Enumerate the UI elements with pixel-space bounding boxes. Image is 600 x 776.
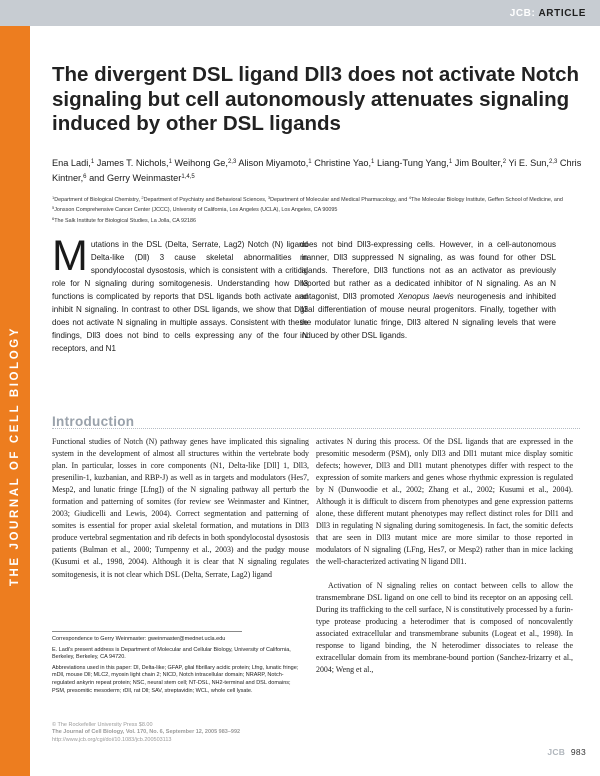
journal-abbrev: JCB: (509, 8, 536, 19)
affiliations (52, 194, 582, 225)
doi-link[interactable]: http://www.jcb.org/cgi/doi/10.1083/jcb.200503113 (52, 736, 172, 743)
author: and Gerry Weinmaster$^{1,4,5}$ (89, 173, 195, 183)
page-number: 983 (570, 747, 586, 757)
affiliation-salk: $^6$The Salk Institute for Biological Studies, La Jolla, CA 92186 (52, 215, 196, 224)
abbreviations-note: Abbreviations used in this paper: Dl, Delta-like; GFAP, glial fibrillary acidic protein; Lfng, lunatic fringe; mDll, mouse Dll; MLC2, myosin light chain 2; NICD, Notch intracellular domain; NRARP, Notch-regulated ankyrin repeat protein; NSC, neural stem cell; NT-DSL, NH2-terminal and DSL domains; PSM, presomitic mesoderm; rDll, rat Dll; SAV, streptavidin; WCL, whole cell lysate. (52, 664, 299, 694)
affiliation-lines: $^1$Department of Biological Chemistry, $^2$Department of Psychiatry and Behavioral Sciences, $^3$Department of Molecular and Medical Pharmacology, and $^4$The Molecular Biology Institute, Geffen School of Medicine, and $^5$Jonsson Comprehensive Cancer Center (JCCC), University of California, Los Angeles (UCLA), Los Angeles, CA 90095 (52, 195, 563, 214)
author: Weihong Ge,$^{2,3}$ (174, 158, 237, 168)
section-heading-introduction: Introduction (52, 414, 135, 429)
copyright-block (52, 722, 302, 744)
footer-journal-abbrev: JCB (547, 747, 566, 757)
header-band (0, 0, 600, 26)
footnotes (52, 636, 302, 698)
abstract-text-left: utations in the DSL (Delta, Serrate, Lag2) Notch (N) ligand Delta-like (Dll) 3 cause skeletal abnormalities in spondylocostal dysostosis, which is consistent with a critical role for N signaling during somitogenesis. Understanding how Dll3 functions is complicated by reports that DSL ligands both activate and inhibit N signaling. In contrast to other DSL ligands, we show that Dll3 does not activate N signaling in multiple assays. Consistent with these findings, Dll3 does not bind to cells expressing any of the four N receptors, and N1 (52, 240, 308, 353)
body-paragraph: Functional studies of Notch (N) pathway genes have implicated this signaling system in the development of almost all structures within the vertebrate body plan. In particular, losses in core components (N1, Delta-like [Dll] 1, Dll3, presenilin-1, kuzbanian, and RBP-J) as well as in targets and modulators (Hes7, Mesp2, and lunatic fringe [Lfng]) of the N signaling pathway all perturb the formation and patterning of somites (for review see Weinmaster and Kintner, 2003; Giudicelli and Lewis, 2004). Correct segmentation and patterning of somites is essential for proper axial skeletal formation, and mutations in Dll3 produce vertebral segmentation and rib defects in both spondylocostal dysostosis patients (Bulman et al., 2000; Turnpenny et al., 2003) and the pudgy mouse (Kusumi et al., 1998, 2004). Although it is clear that N signaling regulates somitogenesis, it is not clear which DSL (Delta, Serrate, Lag2) ligand (52, 437, 309, 579)
author: Christine Yao,$^1$ (314, 158, 375, 168)
author: Yi E. Sun,$^{2,3}$ (508, 158, 558, 168)
author: Ena Ladi,$^1$ (52, 158, 95, 168)
body-paragraph: activates N during this process. Of the DSL ligands that are expressed in the presomitic mesoderm (PSM), only Dll3 and Dll1 mutant mice display somitic defects; however, Dll3 and Dll1 mutant phenotypes differ with respect to the expression of somite markers and genes whose rhythmic expression is regulated by N (Dunwoodie et al., 2002; Zhang et al., 2002; Kusumi et al., 2004). Although it is difficult to discern from phenotypes and gene expression patterns alone, these different mutant phenotypes may reflect distinct roles for Dll1 and Dll3 in regulating N signaling during somitogenesis. In fact, the somitic defects that are seen in Dll3 mutant mice are more similar to those reported in modulators of N signaling (LFng, Hes7, or Mesp2) rather than in mice lacking the well-characterized activating N ligand Dll1. (316, 437, 573, 567)
author: Alison Miyamoto,$^1$ (238, 158, 312, 168)
copyright-line: © The Rockefeller University Press $8.00 (52, 722, 153, 728)
side-journal-title: THE JOURNAL OF CELL BIOLOGY (9, 325, 21, 587)
article-title: The divergent DSL ligand Dll3 does not activate Notch signaling but cell autonomously attenuates signaling induced by other DSL ligands (52, 63, 580, 135)
footnote-divider (52, 631, 242, 632)
abstract-drop-cap: M (52, 232, 88, 280)
article-type: ARTICLE (538, 8, 586, 19)
citation-line: The Journal of Cell Biology, Vol. 170, No. 6, September 12, 2005 983–992 (52, 729, 241, 736)
abstract-left-column (52, 232, 308, 355)
author: Liang-Tung Yang,$^1$ (376, 158, 453, 168)
journal-side-bar (0, 26, 30, 776)
author: Jim Boulter,$^2$ (454, 158, 507, 168)
correspondence-note: Correspondence to Gerry Weinmaster: gweinmaster@mednet.ucla.edu (52, 636, 226, 642)
body-paragraph: Activation of N signaling relies on contact between cells to allow the transmembrane DSL ligand on one cell to bind its receptor on an apposing cell. During its trafficking to the cell surface, N is constitutively processed by a furin-type protease producing a heterodimer that is composed of noncovalently associated extracellular and transmembrane subunits (Logeat et al., 1998). In response to ligand binding, the N heterodimer dissociates to release the extracellular domain from its membrane-bound portion (Sanchez-Irizarry et al., 2004; Weng et al., (316, 580, 573, 674)
author: Chris Kintner,$^6$ (52, 158, 582, 183)
journal-section-label (510, 8, 586, 19)
abstract-right-column: does not bind Dll3-expressing cells. However, in a cell-autonomous manner, Dll3 suppressed N signaling, as was found for other DSL ligands. Therefore, Dll3 functions not as an activator as previously reported but rather as a dedicated inhibitor of N signaling. As an N antagonist, Dll3 promoted Xenopus laevis neurogenesis and inhibited glial differentiation of mouse neural progenitors. Finally, together with the modulator lunatic fringe, Dll3 altered N signaling levels that were induced by other DSL ligands. (300, 240, 556, 340)
author: James T. Nichols,$^1$ (96, 158, 172, 168)
present-address-note: E. Ladi's present address is Department of Molecular and Cellular Biology, University of California, Berkeley, Berkeley, CA 94720. (52, 646, 291, 661)
section-divider (52, 428, 580, 429)
species-name: Xenopus laevis (397, 292, 454, 301)
body-right-column (316, 436, 573, 676)
author-list (52, 155, 582, 185)
body-left-column (52, 436, 309, 581)
page-footer (547, 747, 586, 757)
